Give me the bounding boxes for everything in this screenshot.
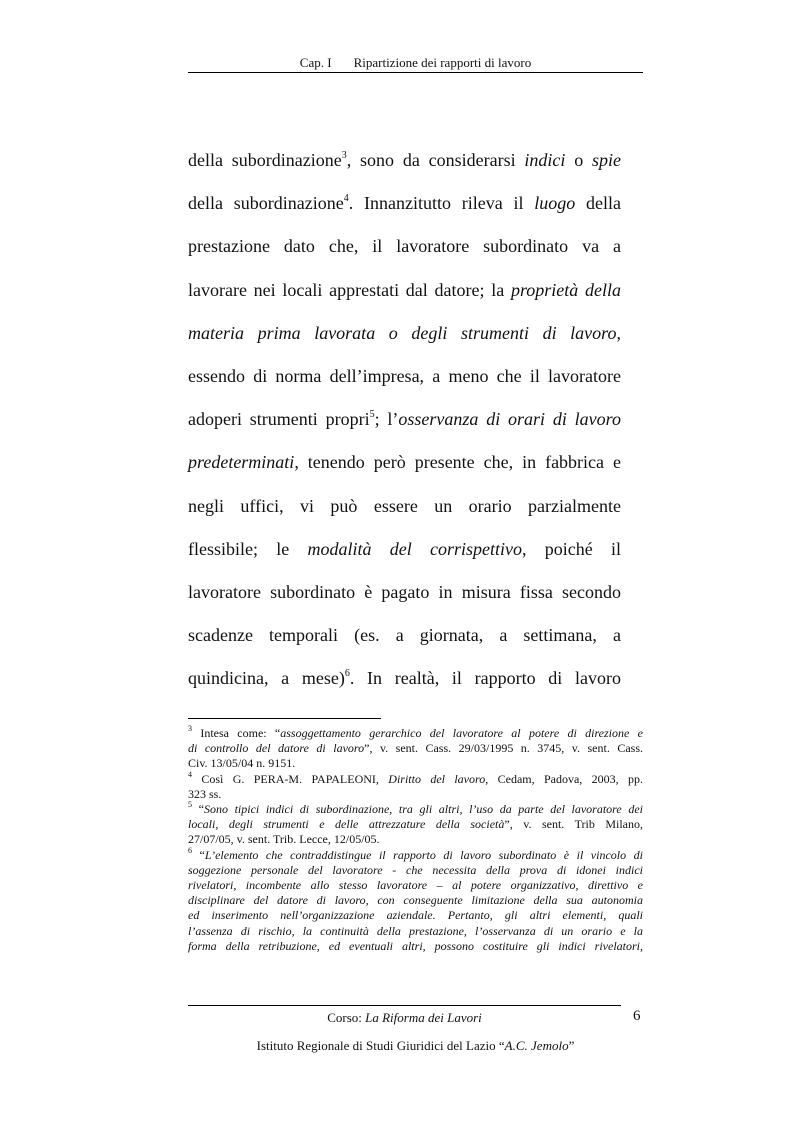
footnote-line [188, 864, 643, 877]
footnote-segment: 27/07/05, v. sent. Trib. Lecce, 12/05/05. [188, 832, 380, 847]
footnote-segment: , Cedam, Padova, 2003, pp. [485, 771, 644, 786]
footnote-segment: ed inserimento nell’organizzazione aziendale. Pertanto, gli altri elementi, quali [188, 908, 643, 923]
footnote-ref: 3 [341, 150, 347, 161]
body-segment: modalità del corrispettivo [307, 538, 522, 559]
course-title: La Riforma dei Lavori [365, 1010, 482, 1025]
footnote-segment: ”, v. sent. Trib Milano, [504, 817, 644, 832]
footnote-line [188, 800, 644, 816]
footnote-line [188, 742, 643, 755]
body-line [188, 323, 621, 343]
body-segment: della [575, 193, 621, 214]
footnote-line [188, 894, 643, 907]
body-segment: , [616, 322, 621, 343]
body-line [188, 668, 621, 688]
body-line [188, 280, 621, 300]
header-rule [188, 72, 643, 73]
body-segment: , poiché il [522, 538, 621, 559]
footnote-line [188, 940, 643, 953]
body-segment: , tenendo però presente che, in fabbrica e [294, 452, 621, 473]
footnote-segment: di controllo del datore di lavoro [188, 741, 365, 756]
footnote-segment: locali, degli strumenti e delle attrezzature della società [188, 817, 505, 832]
footer-institute [188, 1038, 643, 1054]
body-segment: , sono da considerarsi [346, 150, 525, 170]
body-segment: predeterminati [188, 452, 295, 473]
body-line [188, 582, 621, 602]
footnote-line [188, 818, 643, 831]
body-segment: lavoratore subordinato è pagato in misura fissa secondo [188, 582, 621, 602]
body-line [188, 409, 621, 429]
footnote-segment: forma della retribuzione, ed eventuali altri, possono costituire gli indici rivelatori, [188, 938, 643, 953]
footnote-ref: 3 [188, 724, 192, 733]
footer-rule [188, 1005, 621, 1006]
body-segment: essendo di norma dell’impresa, a meno che il lavoratore [188, 366, 621, 386]
body-segment: scadenze temporali (es. a giornata, a settimana, a [188, 625, 621, 646]
footnote-segment: rivelatori, incombente allo stesso lavoratore – al potere organizzativo, direttivo e [188, 878, 643, 892]
body-segment: materia prima lavorata o degli strumenti di lavoro [188, 322, 617, 343]
footnote-segment: Sono tipici indici di subordinazione, tra gli altri, l’uso da parte del lavoratore dei [203, 802, 644, 816]
footnote-separator [188, 718, 381, 719]
footnote-line [188, 724, 643, 740]
footnote-ref: 5 [369, 409, 375, 421]
body-line [188, 496, 621, 516]
body-line [188, 193, 621, 213]
footnote-segment: disciplinare del datore di lavoro, con conseguente limitazione della sua autonomia [188, 893, 643, 908]
body-segment: ; l’ [374, 409, 399, 430]
institute-prefix: Istituto Regionale di Studi Giuridici del Lazio “ [256, 1038, 505, 1053]
body-segment: indici [524, 150, 566, 170]
footnote-segment: l’assenza di rischio, la continuità della prestazione, l’osservanza di un orario e la [188, 923, 643, 938]
course-prefix: Corso: [327, 1010, 366, 1025]
body-segment: della subordinazione [188, 150, 342, 170]
footnote-segment: Civ. 13/05/04 n. 9151. [188, 756, 296, 771]
body-segment: spie [592, 150, 621, 170]
body-segment: prestazione dato che, il lavoratore subordinato va a [188, 236, 621, 257]
footnote-line [188, 788, 643, 801]
body-segment: quindicina, a mese) [188, 668, 345, 689]
body-line [188, 452, 621, 472]
body-line [188, 366, 621, 386]
header-title: Ripartizione dei rapporti di lavoro [353, 55, 532, 70]
footnote-ref: 5 [188, 800, 192, 809]
footnote-line [188, 845, 643, 862]
body-line [188, 150, 621, 170]
footnote-segment: L’elemento che contraddistingue il rapporto di lavoro subordinato è il vincolo di [204, 847, 643, 862]
footnote-line [188, 769, 644, 786]
body-line [188, 236, 621, 256]
institute-italic: A.C. Jemolo [504, 1038, 569, 1053]
footnote-segment: soggezione personale del lavoratore - che necessita della prova di idonei indici [188, 862, 643, 877]
page-number: 6 [633, 1008, 641, 1024]
footnote-segment: assoggettamento gerarchico del lavoratore al potere di direzione e [280, 726, 643, 740]
footer-course [188, 1010, 621, 1026]
body-segment: . In realtà, il rapporto di lavoro [349, 668, 621, 689]
body-segment: o [565, 150, 592, 170]
body-segment: flessibile; le [188, 538, 308, 559]
footnote-line [188, 925, 643, 938]
footnote-line [188, 833, 643, 846]
footnote-ref: 4 [188, 769, 192, 779]
body-segment: . Innanzitutto rileva il [348, 193, 535, 214]
body-segment: proprietà della [510, 279, 622, 300]
institute-suffix: ” [568, 1038, 575, 1053]
footnote-segment: Così G. PERA-M. PAPALEONI, [192, 771, 389, 786]
header-chapter: Cap. I [299, 55, 332, 70]
footnote-line [188, 757, 643, 770]
footnote-line [188, 909, 643, 922]
footnote-segment: “ [192, 847, 205, 862]
body-line [188, 539, 621, 559]
footnote-segment: Diritto del lavoro [388, 771, 486, 786]
body-segment: negli uffici, vi può essere un orario parzialmente [188, 495, 621, 516]
body-segment: lavorare nei locali apprestati dal datore; la [188, 279, 511, 300]
body-line [188, 625, 621, 645]
footnote-line [188, 879, 643, 892]
footnote-segment: 323 ss. [188, 786, 222, 801]
body-segment: della subordinazione [188, 193, 344, 214]
footnote-ref: 6 [344, 668, 350, 680]
body-segment: adoperi strumenti propri [188, 409, 370, 430]
footnote-segment: ”, v. sent. Cass. 29/03/1995 n. 3745, v. sent. Cass. [364, 741, 644, 756]
footnote-ref: 4 [343, 193, 349, 205]
body-segment: osservanza di orari di lavoro [398, 409, 621, 430]
running-header [188, 55, 643, 71]
body-segment: luogo [534, 193, 576, 214]
footnote-ref: 6 [188, 845, 192, 855]
footnote-segment: Intesa come: “ [192, 726, 281, 740]
footnote-segment: “ [192, 802, 204, 816]
